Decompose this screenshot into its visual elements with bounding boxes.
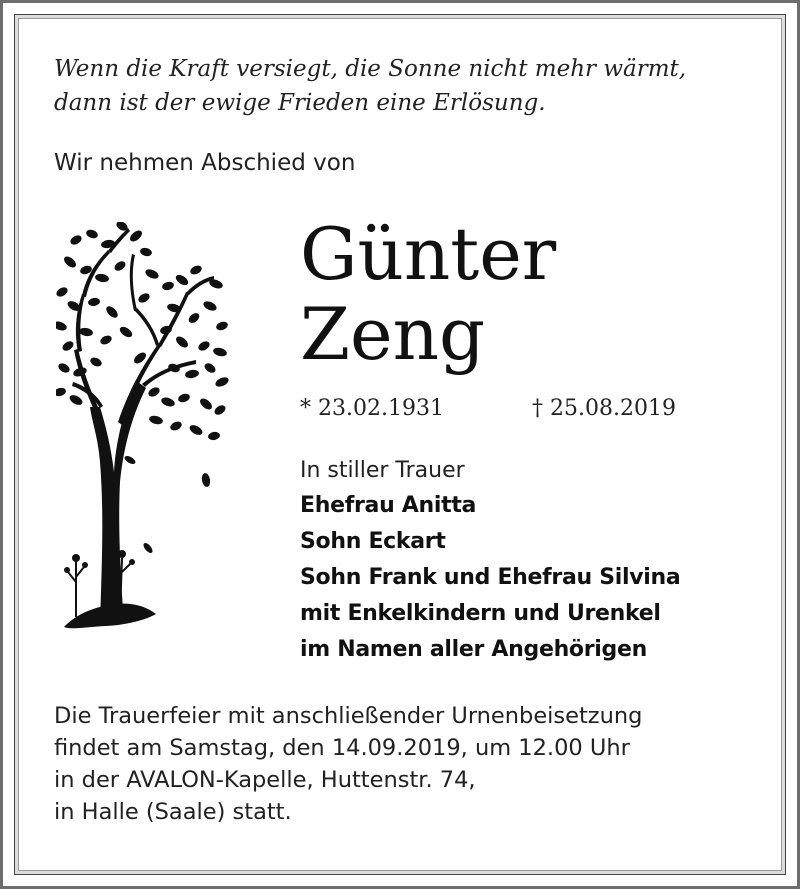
birth-date: * 23.02.1931 xyxy=(300,396,444,421)
mourner-name: Sohn Eckart xyxy=(300,529,446,554)
service-line-2: findet am Samstag, den 14.09.2019, um 12.00 Uhr xyxy=(54,735,630,761)
mourner-name: Sohn Frank und Ehefrau Silvina xyxy=(300,565,681,590)
service-line-4: in Halle (Saale) statt. xyxy=(54,799,292,825)
mourner-name: Ehefrau Anitta xyxy=(300,493,477,518)
last-name: Zeng xyxy=(300,292,486,376)
tree-illustration xyxy=(56,222,232,632)
mourner-name: mit Enkelkindern und Urenkel xyxy=(300,601,661,626)
intro-text: Wir nehmen Abschied von xyxy=(54,150,356,176)
mourning-lead: In stiller Trauer xyxy=(300,458,465,483)
life-dates xyxy=(300,394,720,424)
first-name: Günter xyxy=(300,212,557,296)
motto xyxy=(54,52,754,120)
funeral-service-info xyxy=(54,700,764,828)
motto-line-2: dann ist der ewige Frieden eine Erlösung. xyxy=(54,90,546,116)
mourners-block xyxy=(300,454,680,668)
motto-line-1: Wenn die Kraft versiegt, die Sonne nicht mehr wärmt, xyxy=(54,56,687,82)
service-line-3: in der AVALON-Kapelle, Huttenstr. 74, xyxy=(54,767,476,793)
mourner-name: im Namen aller Angehörigen xyxy=(300,637,647,662)
service-line-1: Die Trauerfeier mit anschließender Urnenbeisetzung xyxy=(54,703,643,729)
death-date: † 25.08.2019 xyxy=(532,396,676,421)
deceased-name xyxy=(300,214,556,374)
